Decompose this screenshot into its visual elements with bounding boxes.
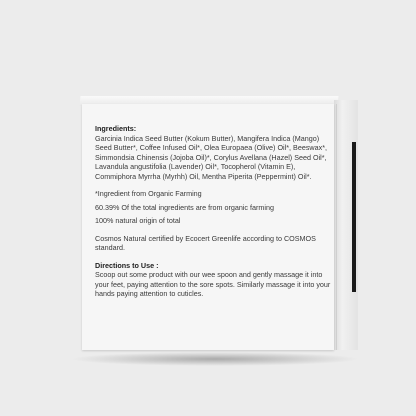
directions-body: Scoop out some product with our wee spoon and gently massage it into your feet, paying attention to the sore spots. Similarly massage it into your hands paying attention to cuticles. [95, 270, 331, 298]
directions-heading: Directions to Use : [95, 260, 159, 270]
natural-origin: 100% natural origin of total [95, 216, 181, 225]
organic-percent: 60.39% Of the total ingredients are from organic farming [95, 202, 274, 212]
box-side-crease [336, 104, 337, 350]
organic-note: *Ingredient from Organic Farming [95, 189, 202, 198]
ingredients-list: Garcinia Indica Seed Butter (Kokum Butter), Mangifera Indica (Mango) Seed Butter*, Coffee Infused Oil*, Olea Europaea (Olive) Oil*, Beeswax*, Simmondsia Chinensis (Jojoba Oil)*, Corylus Avellana (Hazel) Seed Oil*, Lavandula angustifolia (Lavender) Oil*, Tocopherol (Vitamin E), Commiphora Myrrha (Myrhh) Oil, Mentha Piperita (Peppermint) Oil*. [95, 133, 327, 181]
label-text-block [95, 124, 331, 303]
certification-text: Cosmos Natural certified by Ecocert Greenlife according to COSMOS standard. [95, 233, 316, 252]
ingredients-heading: Ingredients: [95, 124, 137, 133]
box-shadow [70, 352, 360, 366]
box-side-black-edge [352, 142, 356, 292]
